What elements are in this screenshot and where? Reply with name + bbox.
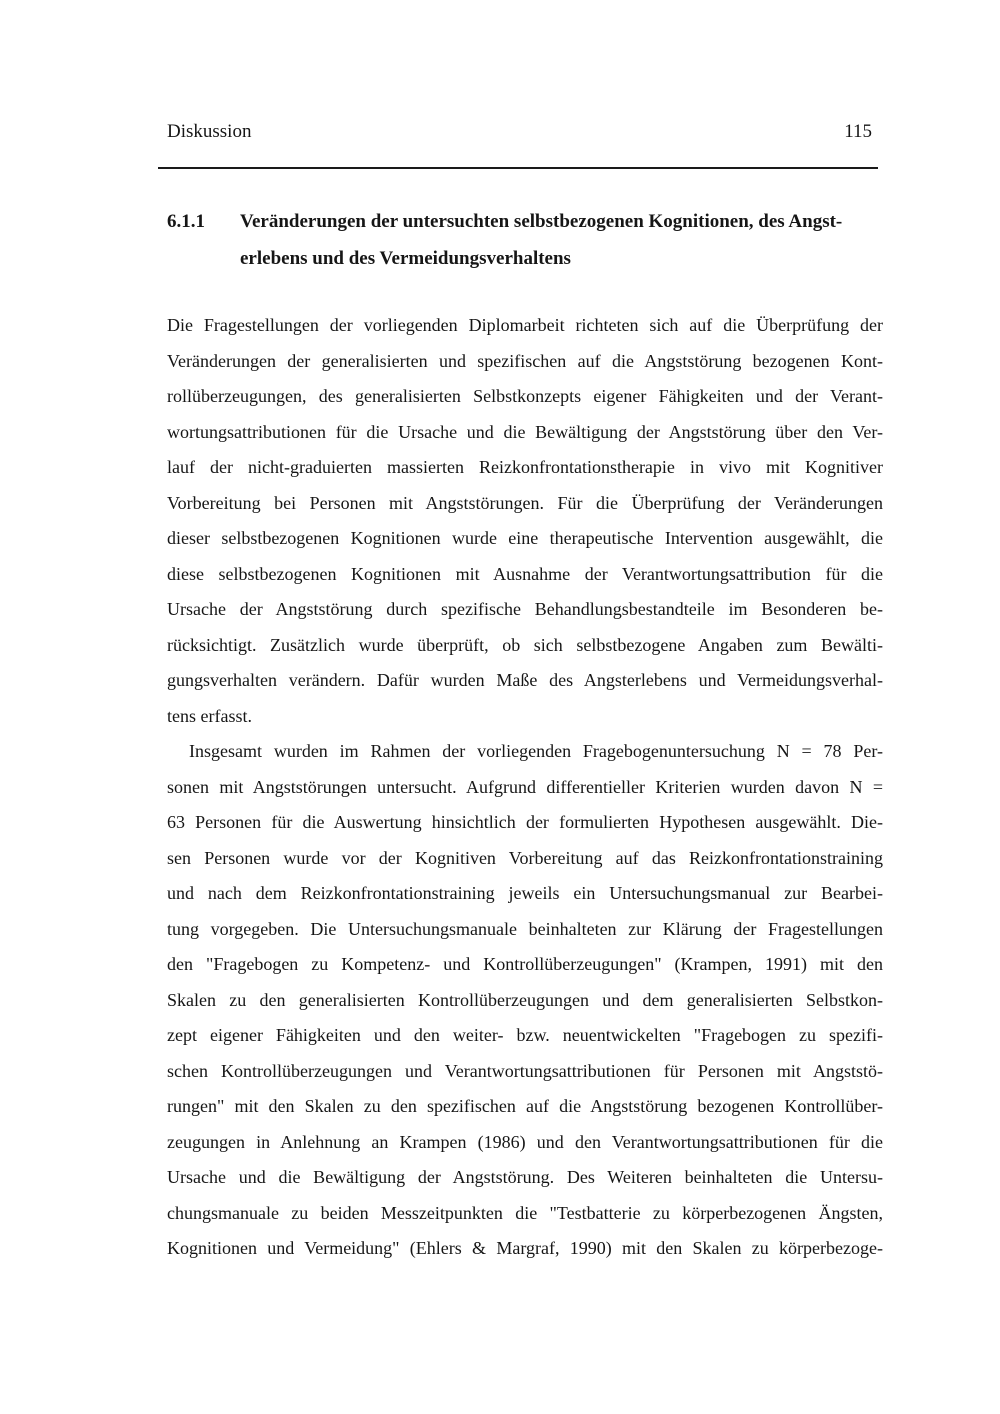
header-rule [158,167,878,169]
text-line: wortungsattributionen für die Ursache und die Bewältigung der Angststörung über den Ver- [167,421,883,442]
text-line: sonen mit Angststörungen untersucht. Aufgrund differentieller Kriterien wurden davon N = [167,776,883,797]
text-line: gungsverhalten verändern. Dafür wurden Maße des Angsterlebens und Vermeidungsverhal- [167,670,883,690]
section-heading-line: erlebens und des Vermeidungsverhaltens [240,248,571,269]
text-line: Kognitionen und Vermeidung" (Ehlers & Margraf, 1990) mit den Skalen zu körperbezoge- [167,1238,883,1258]
paragraph [167,308,883,734]
text-line: lauf der nicht-graduierten massierten Reizkonfrontationstherapie in vivo mit Kognitiver [167,457,883,477]
text-line: rollüberzeugungen, des generalisierten Selbstkonzepts eigener Fähigkeiten und der Verant- [167,386,883,406]
body-text [167,308,883,1267]
text-line: dieser selbstbezogenen Kognitionen wurde eine therapeutische Intervention ausgewählt, die [167,528,883,548]
section-heading [167,203,900,277]
page-number: 115 [844,121,872,142]
text-line: und nach dem Reizkonfrontationstraining jeweils ein Untersuchungsmanual zur Bearbei- [167,883,883,903]
text-line: Vorbereitung bei Personen mit Angststörungen. Für die Überprüfung der Veränderungen [167,492,883,513]
text-line: Die Fragestellungen der vorliegenden Diplomarbeit richteten sich auf die Überprüfung der [167,315,883,335]
text-line: zept eigener Fähigkeiten und den weiter- bzw. neuentwickelten "Fragebogen zu spezifi- [167,1025,883,1045]
section-heading-number: 6.1.1 [167,211,205,232]
section-heading-text [240,203,900,277]
text-line: tung vorgegeben. Die Untersuchungsmanuale beinhalteten zur Klärung der Fragestellungen [167,918,883,939]
text-line: tens erfasst. [167,705,252,726]
text-line: den "Fragebogen zu Kompetenz- und Kontrollüberzeugungen" (Krampen, 1991) mit den [167,954,883,974]
text-line: Insgesamt wurden im Rahmen der vorliegenden Fragebogenuntersuchung N = 78 Per- [189,741,883,761]
text-line: schen Kontrollüberzeugungen und Verantwortungsattributionen für Personen mit Angststö- [167,1060,883,1081]
text-line: diese selbstbezogenen Kognitionen mit Ausnahme der Verantwortungsattribution für die [167,563,883,584]
text-line: Skalen zu den generalisierten Kontrollüberzeugungen und dem generalisierten Selbstkon- [167,989,883,1010]
text-line: sen Personen wurde vor der Kognitiven Vorbereitung auf das Reizkonfrontationstraining [167,847,883,868]
text-line: zeugungen in Anlehnung an Krampen (1986) und den Verantwortungsattributionen für die [167,1131,883,1152]
text-line: rücksichtigt. Zusätzlich wurde überprüft, ob sich selbstbezogene Angaben zum Bewälti- [167,634,883,655]
text-line: Veränderungen der generalisierten und spezifischen auf die Angststörung bezogenen Kont- [167,350,883,371]
text-line: Ursache der Angststörung durch spezifische Behandlungsbestandteile im Besonderen be- [167,599,883,619]
paragraph [167,734,883,1267]
running-header [167,121,872,143]
running-header-section-title: Diskussion [167,121,252,142]
section-heading-line: Veränderungen der untersuchten selbstbezogenen Kognitionen, des Angst- [240,211,843,232]
text-line: chungsmanuale zu beiden Messzeitpunkten die "Testbatterie zu körperbezogenen Ängsten, [167,1202,883,1223]
text-line: 63 Personen für die Auswertung hinsichtlich der formulierten Hypothesen ausgewählt. Die- [167,812,883,832]
text-line: rungen" mit den Skalen zu den spezifischen auf die Angststörung bezogenen Kontrollüber- [167,1096,883,1116]
text-line: Ursache und die Bewältigung der Angststörung. Des Weiteren beinhalteten die Untersu- [167,1167,883,1187]
